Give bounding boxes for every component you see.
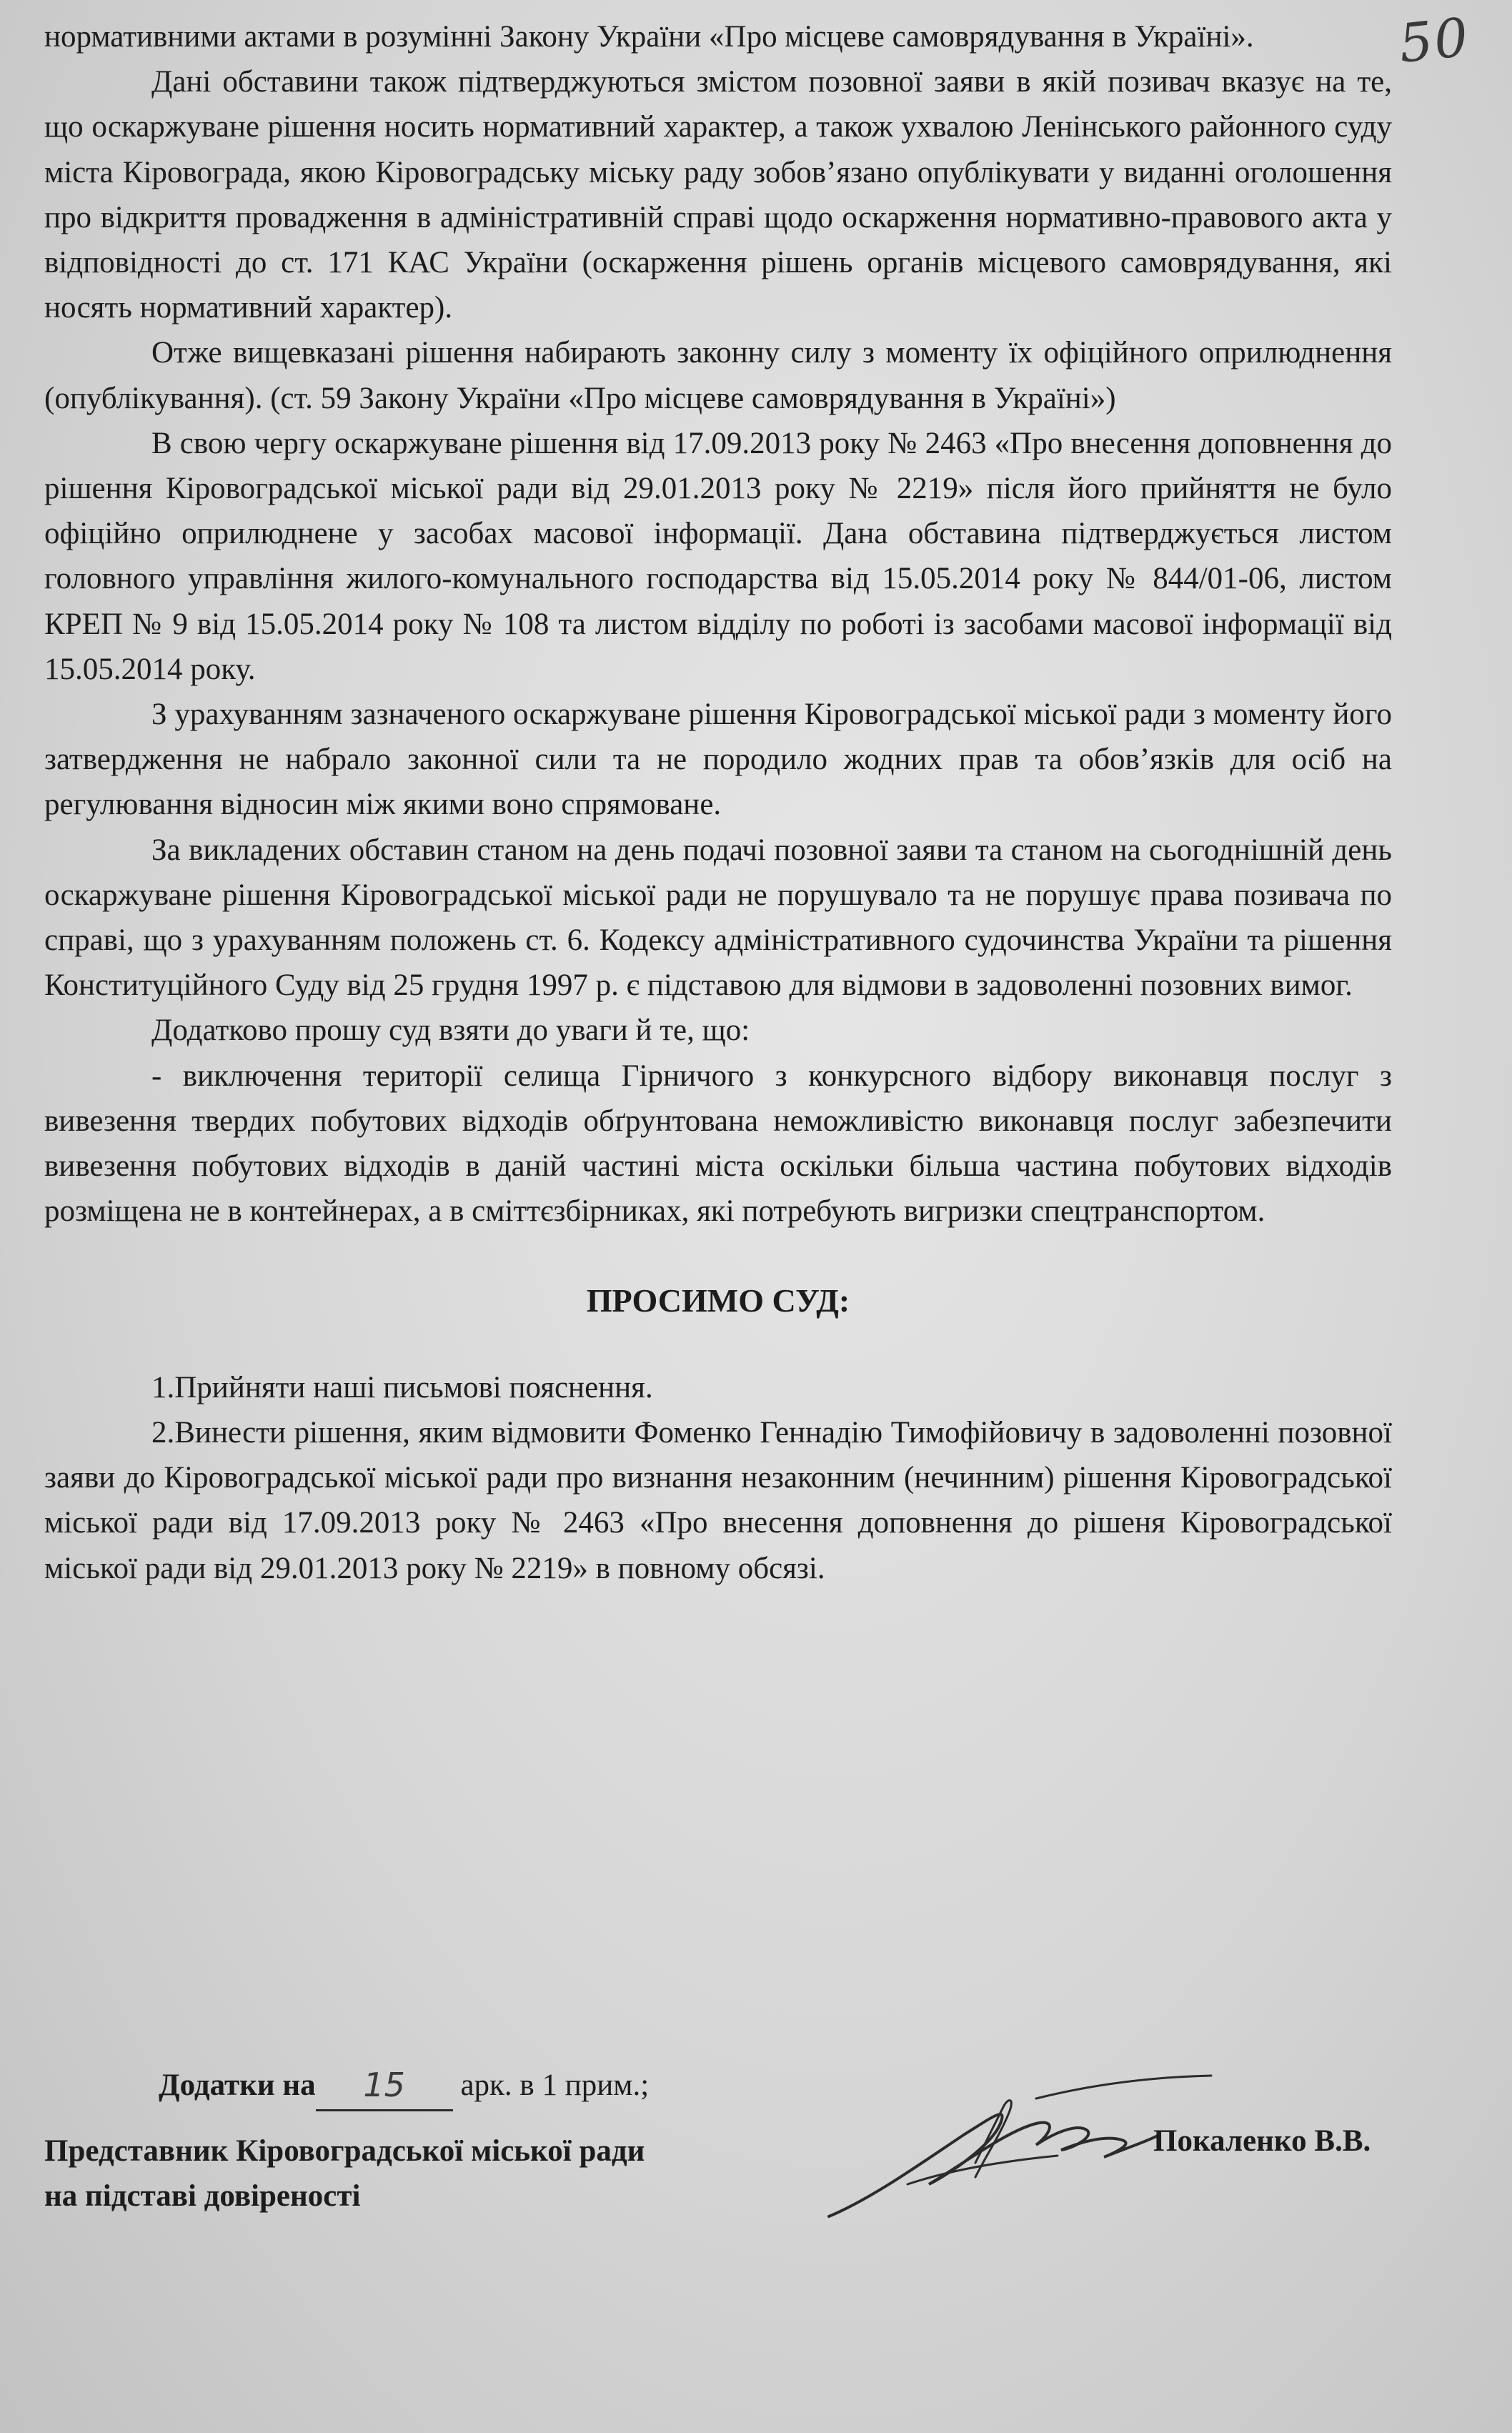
document-body: [44, 14, 1392, 1591]
attachments-label: Додатки на: [159, 2068, 316, 2102]
paragraph: В свою чергу оскаржуване рішення від 17.09.2013 року № 2463 «Про внесення доповнення до рішення Кіровоградської міської ради від 29.01.2013 року № 2219» після його прийняття не було офіційно оприлюднене у засобах масової інформації. Дана обставина підтверджується листом головного управління жилого-комунального господарства від 15.05.2014 року № 844/01-06, листом КРЕП № 9 від 15.05.2014 року № 108 та листом відділу по роботі із засобами масової інформації від 15.05.2014 року.: [44, 426, 1392, 686]
page-number: 50: [1396, 6, 1473, 75]
representative-block: [44, 2129, 645, 2219]
paragraph: Додатково прошу суд взяти до уваги й те, що:: [151, 1014, 750, 1048]
paragraph: З урахуванням зазначеного оскаржуване рішення Кіровоградської міської ради з моменту його затвердження не набрало законної сили та не породило жодних прав та обов’язків для осіб на регулювання відносин між якими воно спрямоване.: [44, 698, 1392, 822]
representative-basis: на підставі довіреності: [44, 2179, 361, 2213]
signer-name: Покаленко В.В.: [1153, 2124, 1371, 2158]
paragraph: За викладених обставин станом на день подачі позовної заяви та станом на сьогоднішній день оскаржуване рішення Кіровоградської міської ради не порушувало та не порушує права позивача по справі, що з урахуванням положень ст. 6. Кодексу адміністративного судочинства України та рішення Конституційного Суду від 25 грудня 1997 р. є підставою для відмови в задоволенні позовних вимог.: [44, 833, 1392, 1003]
representative-title: Представник Кіровоградської міської ради: [44, 2134, 645, 2168]
attachments-count-field: [316, 2063, 453, 2111]
paragraph: Отже вищевказані рішення набирають законну силу з моменту їх офіційного оприлюднення (опублікування). (ст. 59 Закону України «Про місцеве самоврядування в Україні»): [44, 336, 1392, 415]
paragraph: нормативними актами в розумінні Закону України «Про місцеве самоврядування в Україні».: [44, 20, 1254, 54]
attachments-line: [159, 2061, 649, 2110]
attachments-count: 15: [363, 2066, 405, 2104]
paragraph: - виключення території селища Гірничого з конкурсного відбору виконавця послуг з вивезення твердих побутових відходів обґрунтована неможливістю виконавця послуг забезпечити вивезення побутових відходів в даній частині міста оскільки більша частина побутових відходів розміщена не в контейнерах, а в сміттєзбірниках, які потребують вигризки спецтранспортом.: [44, 1059, 1392, 1229]
paragraph: Дані обставини також підтверджуються змістом позовної заяви в якій позивач вказує на те, що оскаржуване рішення носить нормативний характер, а також ухвалою Ленінського районного суду міста Кіровограда, якою Кіровоградську міську раду зобов’язано опублікувати у виданні оголошення про відкриття провадження в адміністративній справі щодо оскарження нормативно-правового акта у відповідності до ст. 171 КАС України (оскарження рішень органів місцевого самоврядування, які носять нормативний характер).: [44, 65, 1392, 325]
request-heading: ПРОСИМО СУД:: [586, 1282, 850, 1319]
request-item: 1.Прийняти наші письмові пояснення.: [151, 1370, 653, 1404]
request-item: 2.Винести рішення, яким відмовити Фоменко Геннадію Тимофійовичу в задоволенні позовної заяви до Кіровоградської міської ради про визнання незаконним (нечинним) рішення Кіровоградської міської ради від 17.09.2013 року № 2463 «Про внесення доповнення до рішеня Кіровоградської міської ради від 29.01.2013 року № 2219» в повному обсязі.: [44, 1415, 1392, 1585]
attachments-suffix: арк. в 1 прим.;: [460, 2068, 650, 2102]
